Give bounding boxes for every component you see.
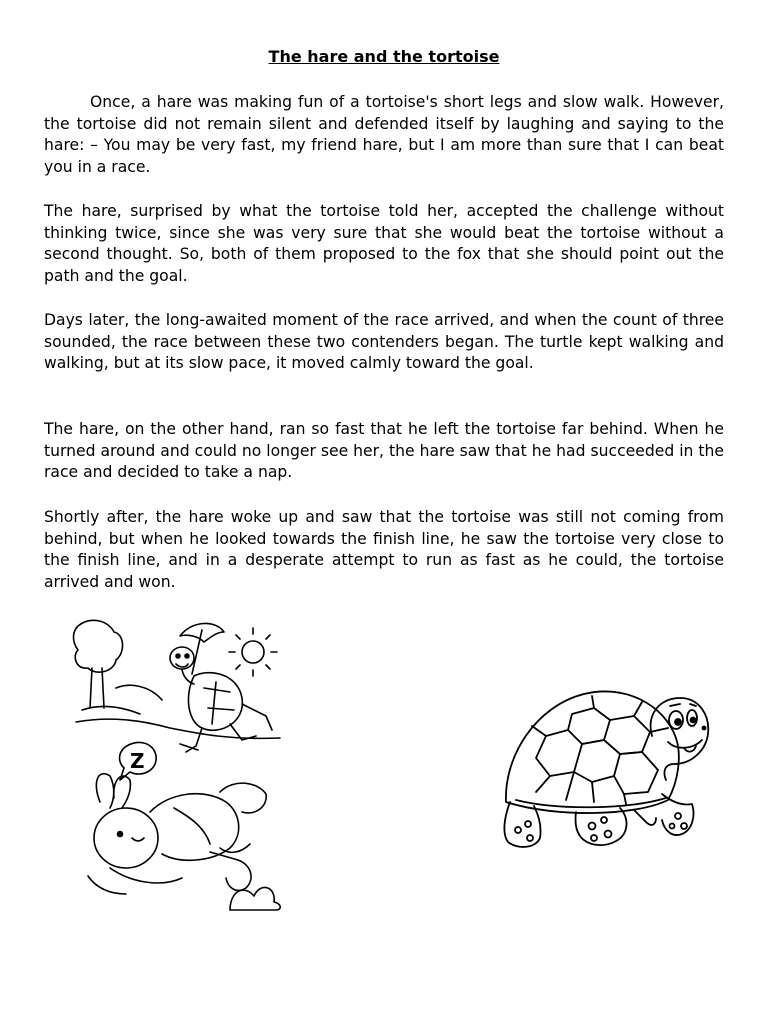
document-title: The hare and the tortoise bbox=[268, 47, 500, 66]
svg-text:Z: Z bbox=[130, 749, 145, 773]
paragraph-5: Shortly after, the hare woke up and saw that the tortoise was still not coming from behind, but when he looked towards the finish line, he saw the tortoise very close to the finish line, and in a desperate attempt to run as fast as he could, the tortoise arrived and won. bbox=[44, 508, 724, 591]
sleep-bubble-drawing bbox=[120, 742, 157, 780]
shell-pattern bbox=[532, 696, 668, 804]
paragraph-4: The hare, on the other hand, ran so fast that he left the tortoise far behind. When he turned around and could no longer see her, the hare saw that he had succeeded in the race and decided to take a nap. bbox=[44, 420, 724, 481]
paragraph-2: The hare, surprised by what the tortoise told her, accepted the challenge without thinking twice, since she was very sure that she would beat the tortoise without a second thought. So, both of them proposed to the fox that she should point out the path and the goal. bbox=[44, 202, 724, 285]
paragraph-1: Once, a hare was making fun of a tortoise's short legs and slow walk. However, the tortoise did not remain silent and defended itself by laughing and saying to the hare: – You may be very fast, my friend hare, but I am more than sure that I can beat you in a race. bbox=[44, 93, 724, 176]
ground-line bbox=[76, 719, 280, 738]
tree-drawing bbox=[74, 620, 163, 714]
sleeping-hare-drawing bbox=[88, 774, 266, 894]
paragraph-3: Days later, the long-awaited moment of the race arrived, and when the count of three sounded, the race between these two contenders began. The turtle kept walking and walking, but at its slow pace, it moved calmly toward the goal. bbox=[44, 311, 724, 372]
tortoise-illustration bbox=[496, 684, 716, 864]
sun-drawing bbox=[229, 628, 277, 676]
tortoise-head bbox=[651, 698, 709, 780]
shell-outline bbox=[506, 691, 679, 813]
race-scene-illustration bbox=[70, 612, 290, 912]
shell-rim bbox=[516, 798, 666, 807]
